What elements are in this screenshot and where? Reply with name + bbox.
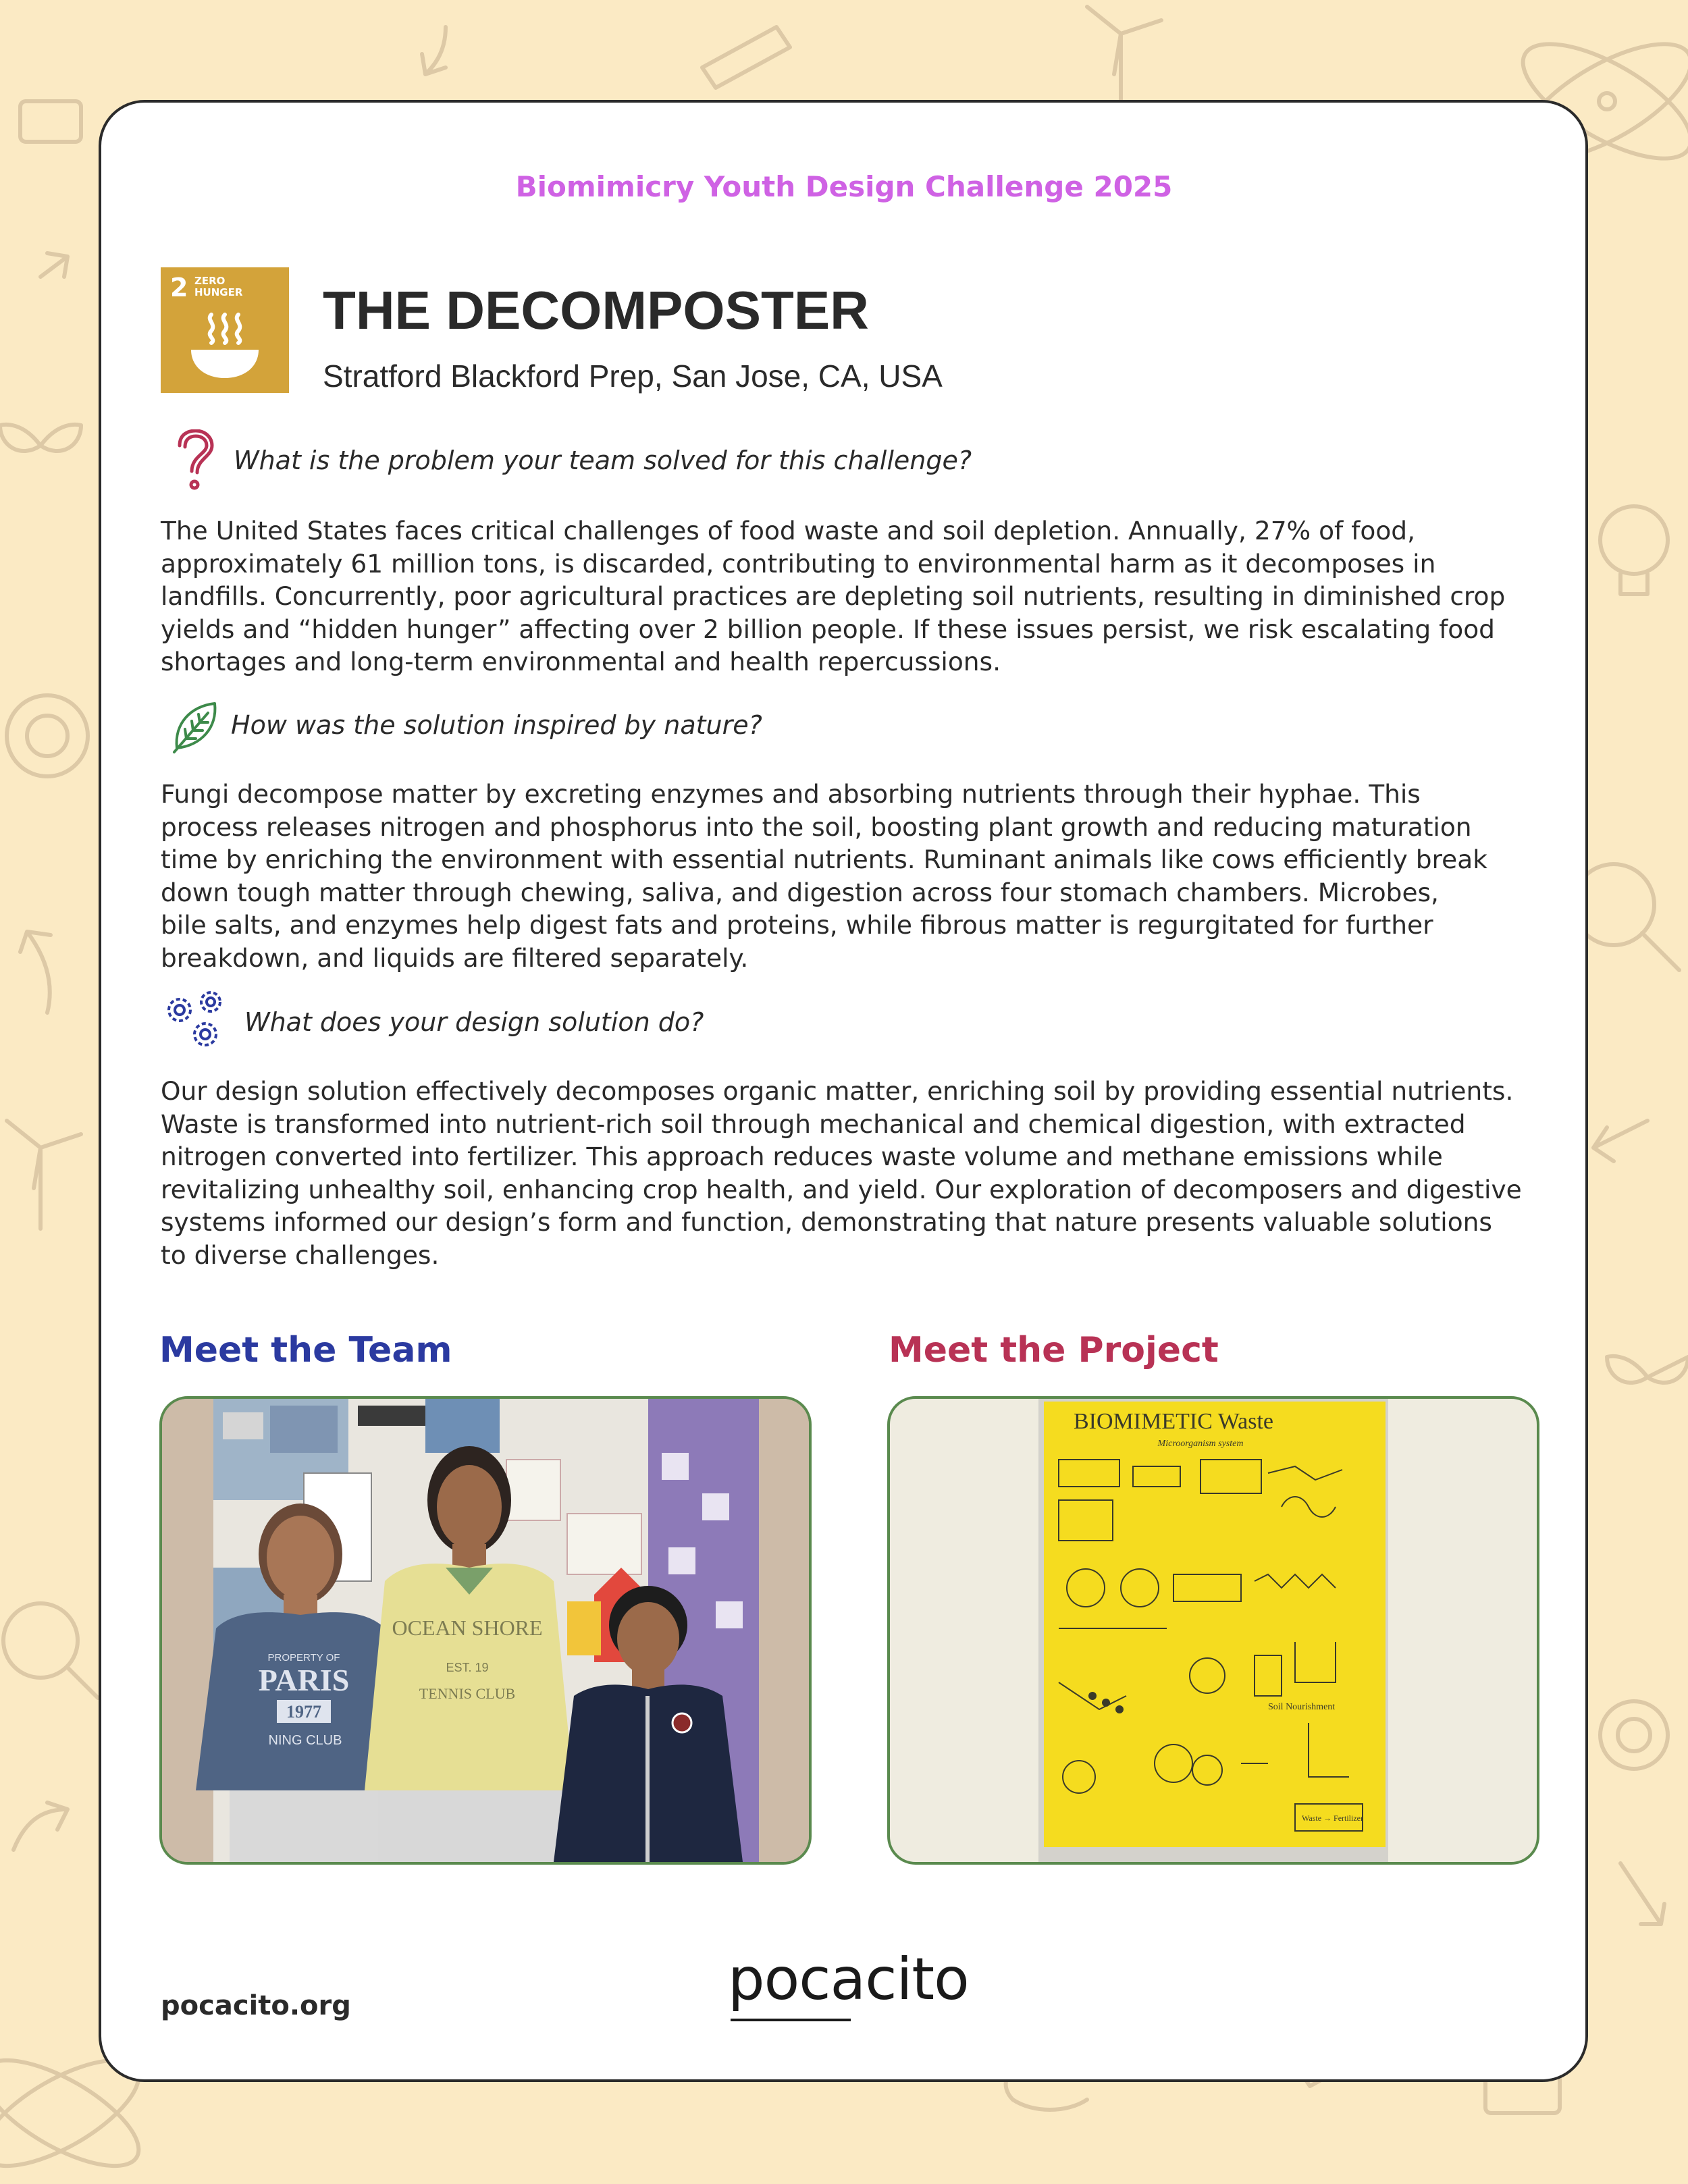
paragraph-line: yields and “hidden hunger” affecting over 2 billion people. If these issues persist, we risk escalating food [161,614,1495,644]
paragraph-line: revitalizing unhealthy soil, enhancing crop health, and yield. Our exploration of decomposers and digestive [161,1174,1522,1204]
shirt-text: OCEAN SHORE [392,1616,543,1640]
section-question: How was the solution inspired by nature? [231,710,762,740]
paragraph-line: breakdown, and liquids are filtered separately. [161,942,749,973]
project-title: THE DECOMPOSTER [323,280,869,340]
challenge-label: Biomimicry Youth Design Challenge 2025 [515,170,1173,203]
paragraph-line: The United States faces critical challenges of food waste and soil depletion. Annually, 27% of food, [161,516,1415,545]
wind-turbine-icon [7,1121,81,1229]
paragraph-line: process releases nitrogen and phosphorus into the soil, boosting plant growth and reducing maturation [161,811,1472,842]
sdg-number: 2 [170,273,188,302]
paragraph-line: nitrogen converted into fertilizer. This approach reduces waste volume and methane emissions while [161,1142,1443,1171]
lightbulb-icon [1600,506,1668,594]
paragraph-line: Fungi decompose matter by excreting enzymes and absorbing nutrients through their hyphae. This [161,779,1421,809]
section-paragraph [161,514,1545,678]
sdg-label-line1: ZERO [194,275,226,287]
school-name: Stratford Blackford Prep, San Jose, CA, USA [323,358,943,394]
section-paragraph [161,778,1545,974]
paragraph-line: landfills. Concurrently, poor agricultural practices are depleting soil nutrients, resulting in diminished crop [161,581,1506,611]
sdg-label-line2: HUNGER [194,286,243,298]
poster-subtitle: Microorganism system [1157,1439,1244,1449]
section-paragraph [161,1075,1545,1271]
project-poster [890,1399,1537,1862]
question-mark-icon [174,429,216,491]
meet-project-heading: Meet the Project [889,1330,1219,1370]
section-question: What is the problem your team solved for this challenge? [234,446,972,475]
bowl-icon [188,308,262,382]
paragraph-line: approximately 61 million tons, is discarded, contributing to environmental harm as it decomposes in [161,548,1436,579]
poster-label: Waste → Fertilizer [1302,1813,1364,1823]
paragraph-line: Waste is transformed into nutrient-rich soil through mechanical and chemical digestion, with extracted [161,1109,1466,1139]
shirt-text: PROPERTY OF [267,1652,340,1663]
magnifier-icon [3,1603,98,1698]
leaf-icon [170,699,219,755]
magnifier-icon [1573,864,1679,970]
team-photo [162,1399,809,1862]
paragraph-line: bile salts, and enzymes help digest fats and proteins, while fibrous matter is regurgitated for further [161,910,1433,940]
paragraph-line: Our design solution effectively decomposes organic matter, enriching soil by providing essential nutrients. [161,1076,1514,1106]
pocacito-logo: pocacito [728,1946,969,2013]
gear-icon [7,695,88,776]
shirt-text: TENNIS CLUB [419,1685,516,1702]
poster-title: BIOMIMETIC Waste [1074,1409,1273,1434]
section-question: What does your design solution do? [244,1007,704,1037]
shirt-text: 1977 [286,1702,321,1722]
paragraph-line: down tough matter through chewing, saliva, and digestion across four stomach chambers. Microbes, [161,877,1439,907]
shirt-text: NING CLUB [268,1733,342,1748]
sdg-label [194,275,269,298]
paragraph-line: to diverse challenges. [161,1240,440,1270]
poster-label: Soil Nourishment [1268,1702,1336,1712]
paragraph-line: time by enriching the environment with essential nutrients. Ruminant animals like cows efficiently break [161,845,1487,874]
gear-icon [1600,1701,1668,1769]
shirt-text: PARIS [258,1663,350,1697]
sdg-badge [161,267,289,393]
project-photo-frame [887,1396,1539,1865]
team-photo-frame [159,1396,812,1865]
footer-url[interactable]: pocacito.org [161,1990,351,2021]
shirt-text: EST. 19 [446,1661,489,1674]
gears-icon [162,987,230,1052]
paragraph-line: shortages and long-term environmental and health repercussions. [161,647,1001,676]
logo-underline [731,2019,851,2021]
meet-team-heading: Meet the Team [159,1330,452,1370]
wind-turbine-icon [1087,7,1161,101]
paragraph-line: systems informed our design’s form and function, demonstrating that nature presents valuable solutions [161,1207,1492,1237]
